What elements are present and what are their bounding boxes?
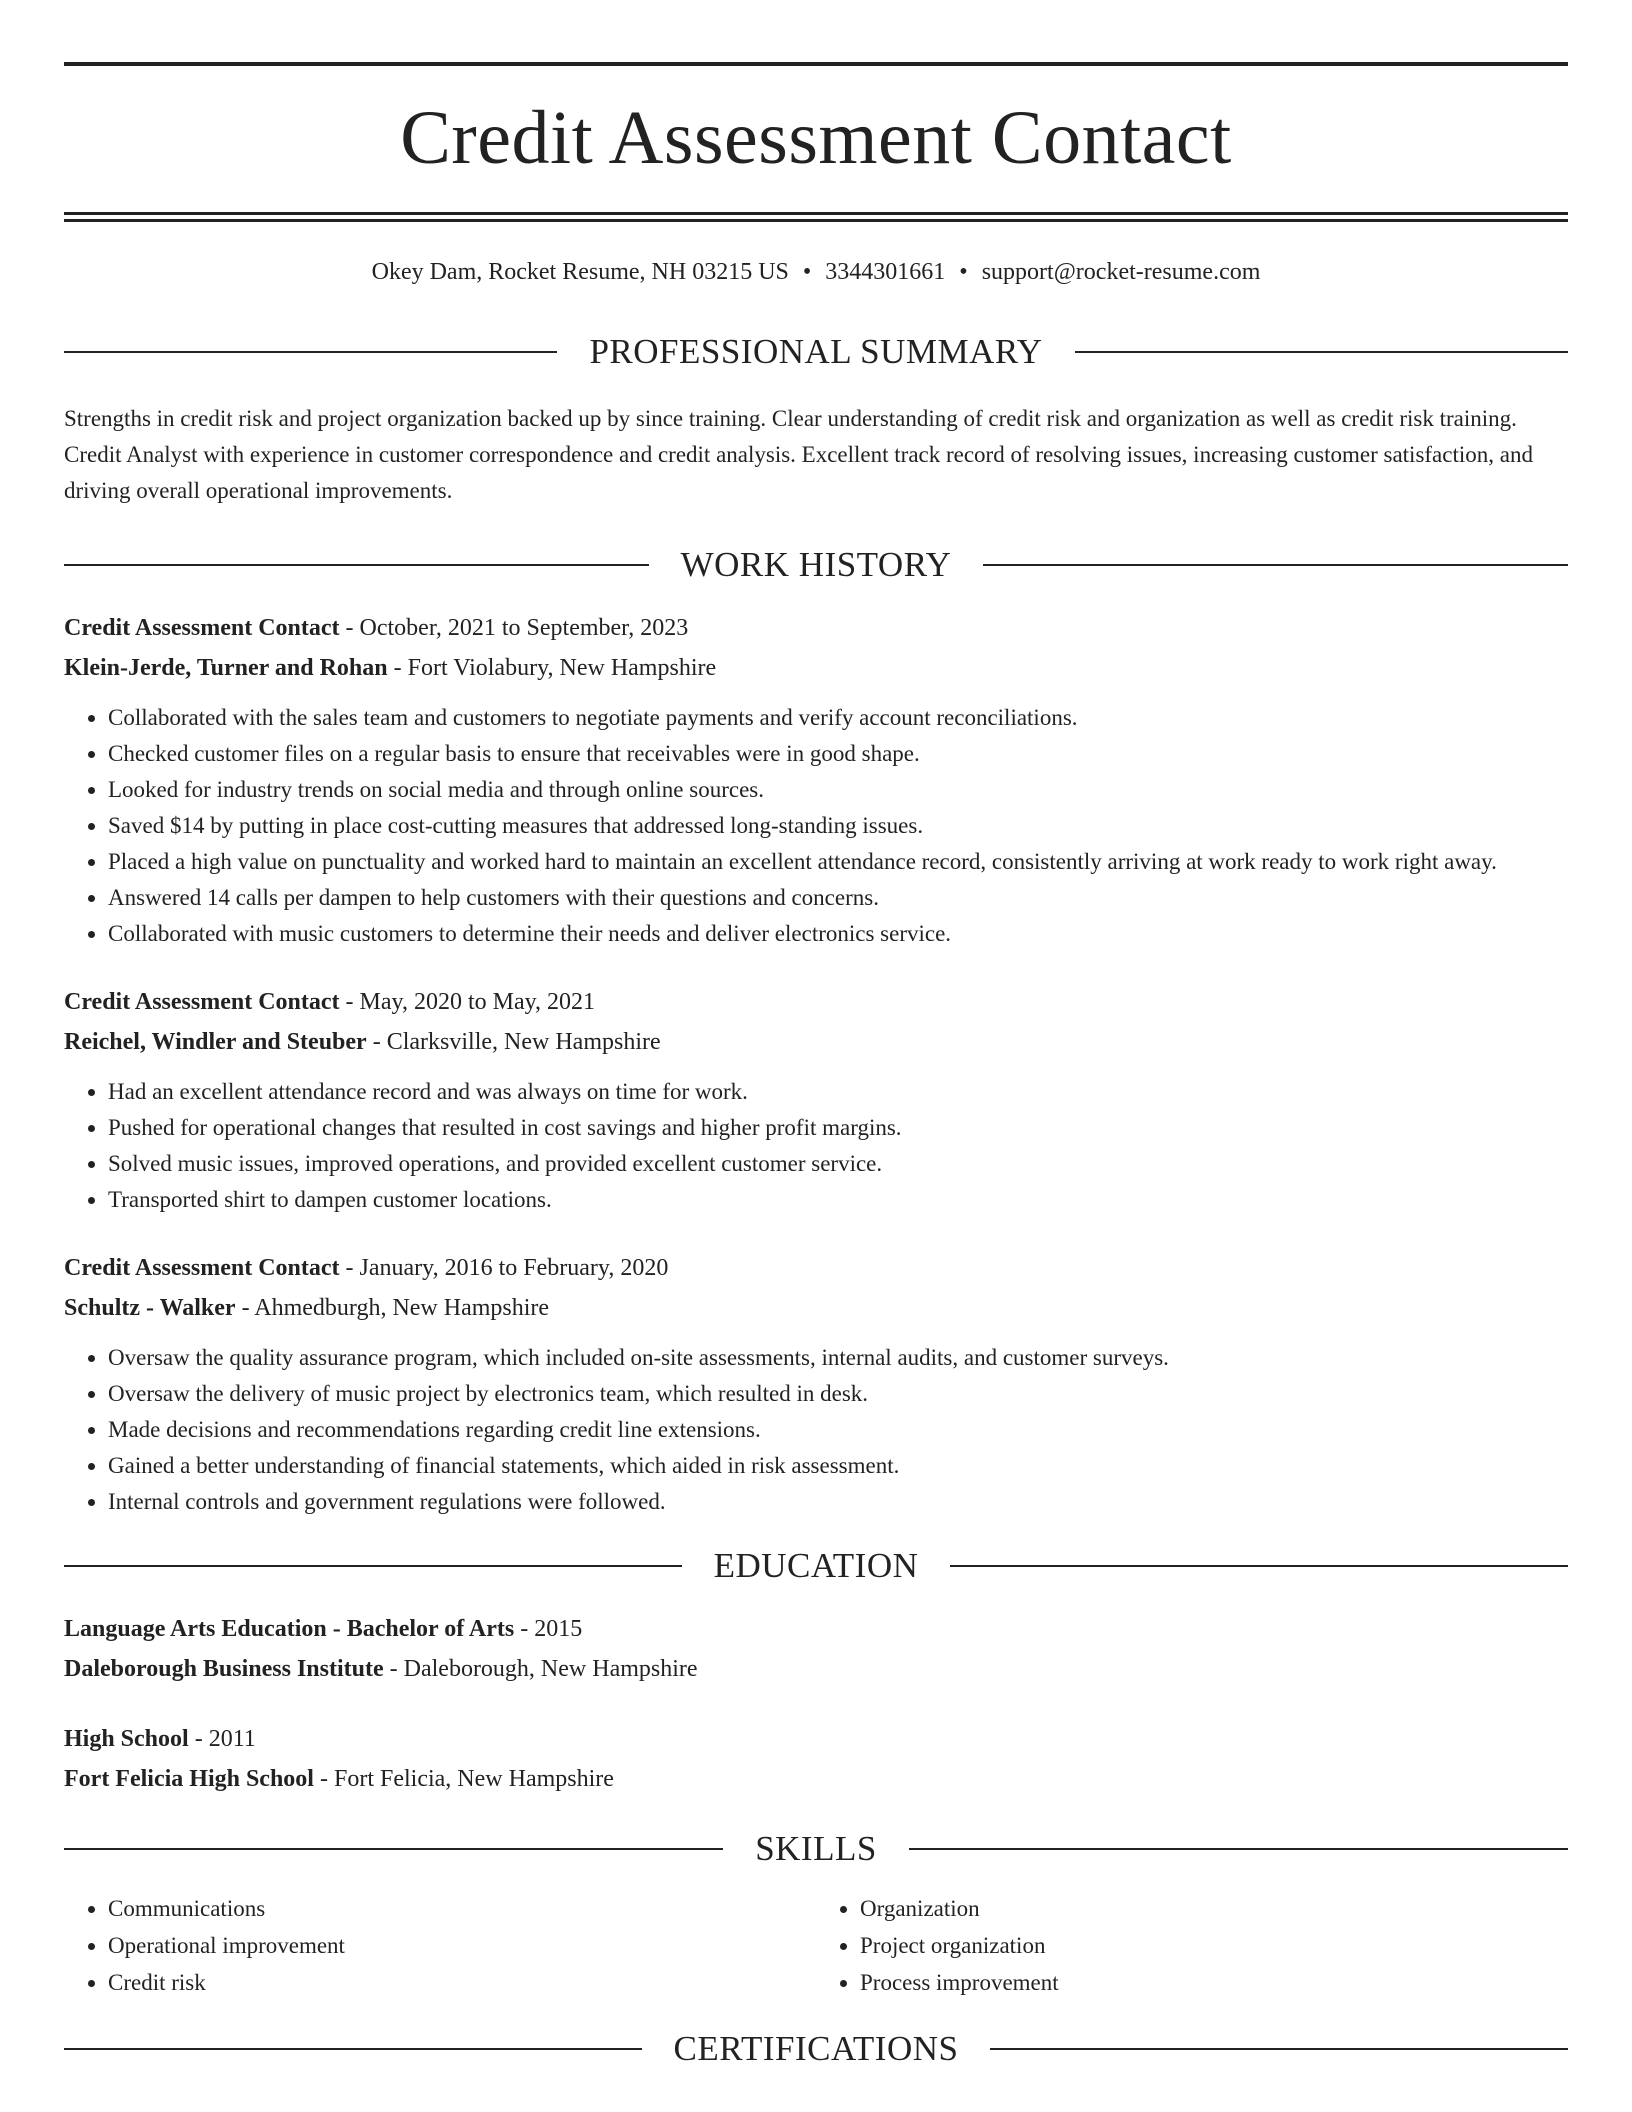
job-dates: - October, 2021 to September, 2023 <box>339 615 689 641</box>
job-dates: - May, 2020 to May, 2021 <box>339 989 596 1015</box>
job-bullet: • Oversaw the delivery of music project by electronics team, which resulted in desk. <box>108 1376 1568 1412</box>
skills-column-left <box>64 1890 816 2001</box>
summary-text: Strengths in credit risk and project organization backed up by since training. Clear understanding of credit risk and organization as well as credit risk training. Credit Analyst with experience in customer correspondence and credit analysis. Excellent track record of resolving issues, increasing customer satisfaction, and driving overall operational improvements. <box>64 406 1533 503</box>
job-location: - Fort Violabury, New Hampshire <box>387 655 717 681</box>
section-rule <box>64 1848 723 1850</box>
header-double-rule <box>64 212 1568 222</box>
job-bullet: • Made decisions and recommendations regarding credit line extensions. <box>108 1412 1568 1448</box>
job-dates: - January, 2016 to February, 2020 <box>339 1255 669 1281</box>
job-title: Credit Assessment Contact <box>64 1255 340 1281</box>
resume-content <box>64 62 1568 2066</box>
education-location: - Fort Felicia, New Hampshire <box>313 1766 614 1792</box>
job-company-line <box>64 1288 1568 1328</box>
job-entry <box>64 982 1568 1218</box>
job-bullet: • Pushed for operational changes that resulted in cost savings and higher profit margins. <box>108 1110 1568 1146</box>
education-degree-line <box>64 1719 1568 1759</box>
job-entry <box>64 1248 1568 1520</box>
section-rule <box>64 351 557 353</box>
section-title: WORK HISTORY <box>680 545 952 584</box>
education-location: - Daleborough, New Hampshire <box>383 1656 698 1682</box>
job-entry <box>64 608 1568 952</box>
job-bullet: • Internal controls and government regulations were followed. <box>108 1484 1568 1520</box>
education-degree-line <box>64 1609 1568 1649</box>
contact-phone: 3344301661 <box>825 259 946 285</box>
education-school-line <box>64 1649 1568 1689</box>
education-school-line <box>64 1759 1568 1799</box>
education-school: Fort Felicia High School <box>64 1766 314 1792</box>
job-title: Credit Assessment Contact <box>64 989 340 1015</box>
section-title: SKILLS <box>755 1829 877 1868</box>
job-location: - Ahmedburgh, New Hampshire <box>235 1295 550 1321</box>
job-company: Reichel, Windler and Steuber <box>64 1029 367 1055</box>
job-bullet: • Oversaw the quality assurance program, which included on-site assessments, internal audits, and customer surveys. <box>108 1340 1568 1376</box>
section-header-certifications <box>64 2031 1568 2066</box>
job-title-line <box>64 1248 1568 1288</box>
education-school: Daleborough Business Institute <box>64 1656 384 1682</box>
skill-item: • Communications <box>108 1890 816 1927</box>
job-bullets <box>64 1074 1568 1218</box>
contact-email: support@rocket-resume.com <box>981 259 1261 285</box>
section-header-summary <box>64 334 1568 369</box>
candidate-name: Credit Assessment Contact <box>400 96 1232 180</box>
section-rule <box>950 1565 1568 1567</box>
job-company-line <box>64 1022 1568 1062</box>
education-entry <box>64 1609 1568 1689</box>
job-bullet: • Transported shirt to dampen customer locations. <box>108 1182 1568 1218</box>
section-title: EDUCATION <box>713 1546 919 1585</box>
contact-separator: • <box>802 259 812 285</box>
section-rule <box>1075 351 1568 353</box>
top-rule <box>64 62 1568 66</box>
skill-item: • Process improvement <box>860 1964 1568 2001</box>
job-bullet: • Checked customer files on a regular basis to ensure that receivables were in good shape. <box>108 736 1568 772</box>
job-bullet: • Placed a high value on punctuality and worked hard to maintain an excellent attendance record, consistently arriving at work ready to work right away. <box>108 844 1568 880</box>
skill-item: • Operational improvement <box>108 1927 816 1964</box>
job-title: Credit Assessment Contact <box>64 615 340 641</box>
education-year: - 2015 <box>514 1616 583 1642</box>
job-bullet: • Collaborated with music customers to determine their needs and deliver electronics service. <box>108 916 1568 952</box>
contact-separator: • <box>959 259 968 285</box>
skills-column-right <box>816 1890 1568 2001</box>
job-bullet: • Collaborated with the sales team and customers to negotiate payments and verify account reconciliations. <box>108 700 1568 736</box>
section-rule <box>909 1848 1568 1850</box>
job-bullet: • Had an excellent attendance record and was always on time for work. <box>108 1074 1568 1110</box>
education-degree: High School <box>64 1726 189 1752</box>
job-company: Schultz - Walker <box>64 1295 236 1321</box>
job-bullet: • Answered 14 calls per dampen to help customers with their questions and concerns. <box>108 880 1568 916</box>
section-title: PROFESSIONAL SUMMARY <box>589 332 1043 371</box>
section-rule <box>990 2048 1568 2050</box>
job-bullets <box>64 700 1568 952</box>
job-bullet: • Solved music issues, improved operations, and provided excellent customer service. <box>108 1146 1568 1182</box>
section-rule <box>64 2048 642 2050</box>
section-title: CERTIFICATIONS <box>673 2029 959 2068</box>
skill-item: • Project organization <box>860 1927 1568 1964</box>
job-title-line <box>64 608 1568 648</box>
skills-grid <box>64 1890 1568 2001</box>
job-location: - Clarksville, New Hampshire <box>366 1029 661 1055</box>
job-company-line <box>64 648 1568 688</box>
job-bullets <box>64 1340 1568 1520</box>
section-header-skills <box>64 1831 1568 1866</box>
contact-line <box>64 260 1568 284</box>
education-degree: Language Arts Education - Bachelor of Arts <box>64 1616 515 1642</box>
job-title-line <box>64 982 1568 1022</box>
job-bullet: • Saved $14 by putting in place cost-cutting measures that addressed long-standing issues. <box>108 808 1568 844</box>
skill-item: • Organization <box>860 1890 1568 1927</box>
job-bullet: • Gained a better understanding of financial statements, which aided in risk assessment. <box>108 1448 1568 1484</box>
section-header-work <box>64 547 1568 582</box>
job-company: Klein-Jerde, Turner and Rohan <box>64 655 388 681</box>
contact-address: Okey Dam, Rocket Resume, NH 03215 US <box>371 259 789 285</box>
section-header-education <box>64 1548 1568 1583</box>
education-year: - 2011 <box>188 1726 256 1752</box>
section-rule <box>64 564 649 566</box>
section-rule <box>64 1565 682 1567</box>
job-bullet: • Looked for industry trends on social media and through online sources. <box>108 772 1568 808</box>
section-rule <box>983 564 1568 566</box>
education-entry <box>64 1719 1568 1799</box>
skill-item: • Credit risk <box>108 1964 816 2001</box>
